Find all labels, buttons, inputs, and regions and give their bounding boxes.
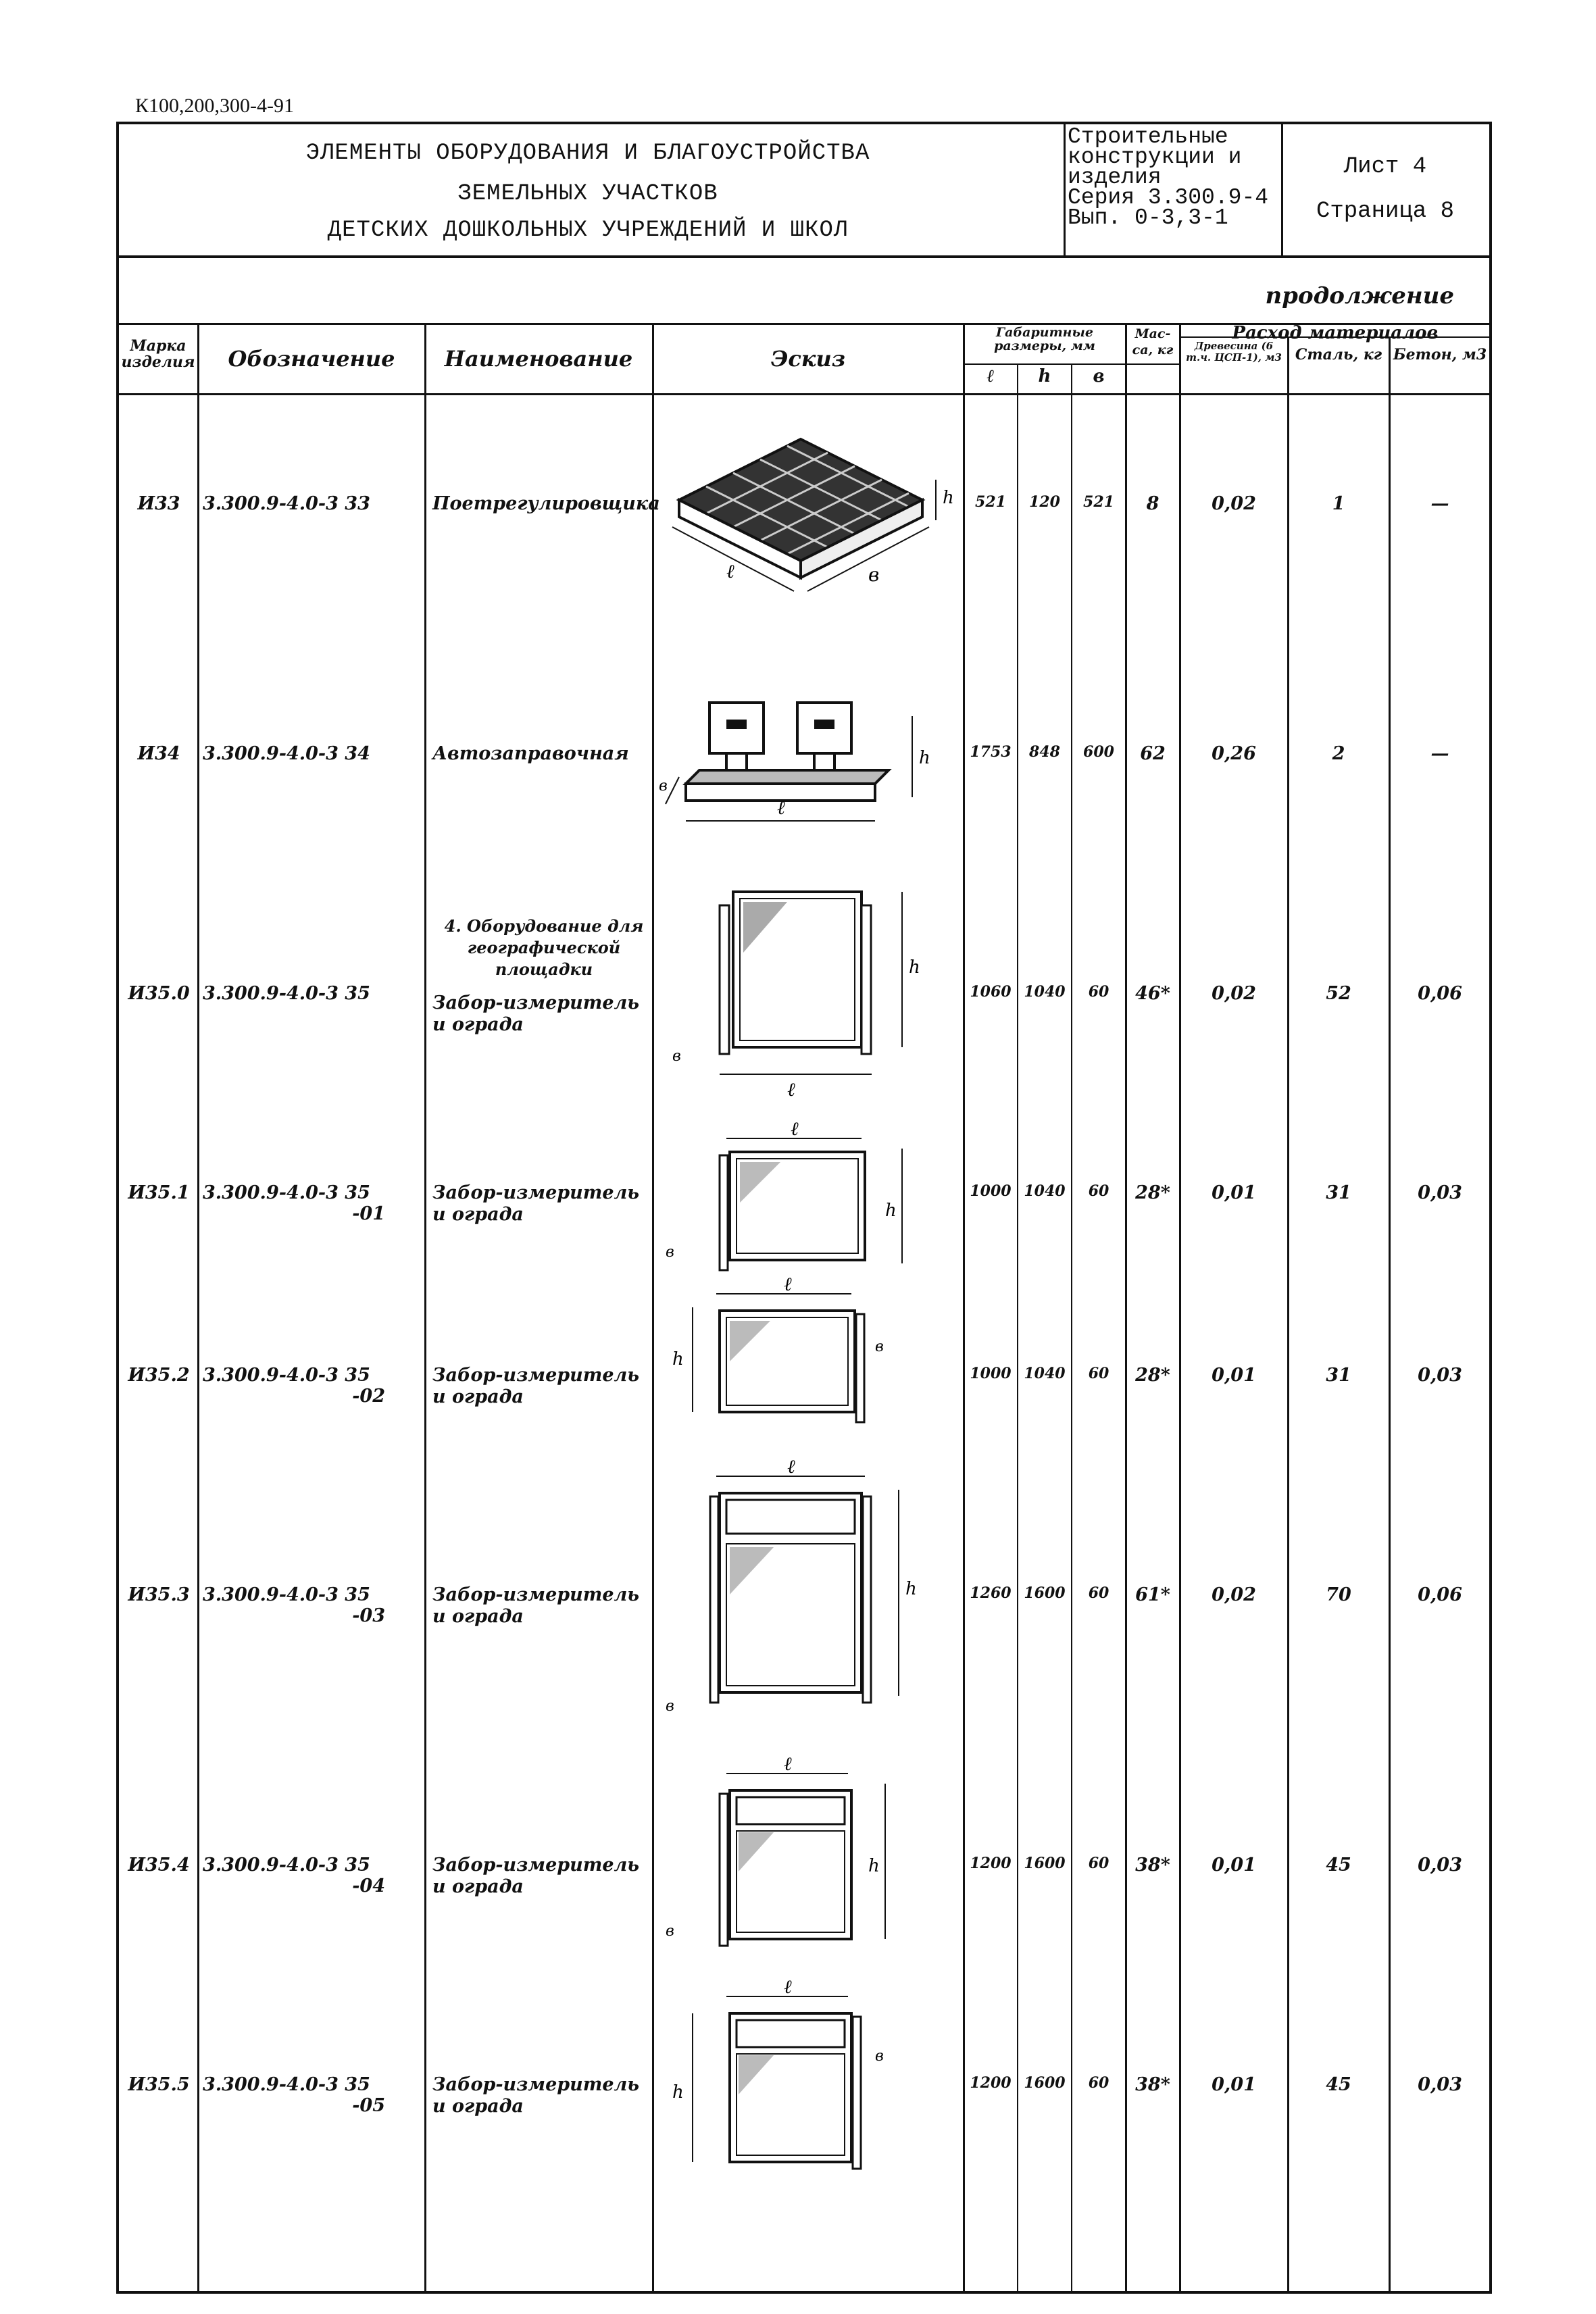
row-concrete: —	[1430, 493, 1449, 514]
row-designation	[203, 493, 385, 514]
row-l: 1753	[970, 743, 1012, 761]
row-mass: 46*	[1135, 983, 1170, 1004]
svg-text:ℓ: ℓ	[726, 560, 734, 582]
sketch-fence-35-2	[652, 1277, 956, 1432]
svg-text:h: h	[868, 1856, 880, 1876]
row-designation	[203, 1365, 385, 1407]
sketch-fence-35-3	[652, 1459, 956, 1716]
row-b: 60	[1088, 1584, 1109, 1602]
svg-text:ℓ: ℓ	[784, 1277, 792, 1295]
row-name	[432, 1855, 655, 1898]
col-line-6	[1071, 363, 1072, 2292]
row-mass: 38*	[1135, 1855, 1170, 1876]
row-b: 60	[1088, 1182, 1109, 1200]
header-bottom	[116, 255, 1492, 258]
row-name	[432, 1365, 655, 1408]
row-wood: 0,02	[1212, 983, 1256, 1004]
name-line: и ограда	[432, 1386, 524, 1407]
svg-text:в: в	[875, 2048, 884, 2065]
row-h: 1040	[1024, 983, 1066, 1001]
row-b: 600	[1083, 743, 1114, 761]
svg-text:в: в	[666, 1698, 674, 1715]
row-name	[432, 915, 655, 1036]
row-steel: 52	[1326, 983, 1351, 1004]
row-h: 1600	[1024, 2074, 1066, 2092]
sketch-fence-35-5	[652, 1980, 956, 2175]
name-line: Забор-измеритель	[432, 1365, 640, 1386]
row-concrete: 0,06	[1418, 1584, 1462, 1605]
row-l: 1060	[970, 983, 1012, 1001]
row-mass: 28*	[1135, 1182, 1170, 1203]
header-materials: Расход материалов	[1232, 323, 1439, 343]
name-line: и ограда	[432, 1876, 524, 1897]
svg-text:h: h	[905, 1579, 917, 1599]
row-mass: 62	[1140, 743, 1166, 764]
row-concrete: 0,03	[1418, 1182, 1462, 1203]
sheet-number: Лист 4	[1343, 154, 1427, 180]
frame-bottom	[116, 2291, 1492, 2294]
row-h: 1600	[1024, 1584, 1066, 1602]
row-wood: 0,01	[1212, 1182, 1256, 1203]
col-line-9	[1287, 336, 1289, 2292]
svg-text:h: h	[672, 1349, 684, 1369]
row-b: 60	[1088, 1365, 1109, 1382]
name-line: и ограда	[432, 1204, 524, 1225]
row-wood: 0,26	[1212, 743, 1256, 764]
col-line-4	[963, 323, 965, 2292]
row-mark: И35.1	[128, 1182, 190, 1203]
name-line: и ограда	[432, 1606, 524, 1627]
name-line: Забор-измеритель	[432, 1584, 640, 1605]
row-concrete: 0,03	[1418, 1855, 1462, 1876]
name-line: и ограда	[432, 1014, 524, 1035]
row-mark: И35.3	[128, 1584, 190, 1605]
row-steel: 31	[1326, 1365, 1351, 1386]
document-code: К100,200,300-4-91	[135, 95, 294, 117]
svg-text:в: в	[672, 1048, 681, 1065]
row-designation	[203, 1855, 385, 1896]
designation-code: 3.300.9-4.0-3 35	[203, 1584, 370, 1605]
frame-left	[116, 122, 119, 2294]
row-name	[432, 743, 655, 765]
name-line: Забор-измеритель	[432, 1182, 640, 1203]
row-designation	[203, 1182, 385, 1224]
sketch-fence-35-1	[652, 1122, 956, 1284]
row-l: 1260	[970, 1584, 1012, 1602]
row-mark: И35.5	[128, 2074, 190, 2095]
row-h: 1040	[1024, 1182, 1066, 1200]
header-wood: Древесина (6 т.ч. ЦСП-1), м3	[1186, 340, 1282, 363]
name-line: площадки	[495, 959, 593, 979]
svg-text:ℓ: ℓ	[787, 1078, 795, 1101]
header-mark: Марка изделия	[121, 337, 195, 371]
designation-suffix: -04	[352, 1876, 385, 1896]
row-name	[432, 1182, 655, 1226]
svg-text:h: h	[672, 2082, 684, 2103]
row-l: 1000	[970, 1182, 1012, 1200]
header-name: Наименование	[444, 346, 633, 372]
header-dim-h: h	[1038, 366, 1051, 386]
col-line-2	[424, 323, 426, 2292]
row-l: 1000	[970, 1365, 1012, 1382]
header-title-line-2: ЗЕМЕЛЬНЫХ УЧАСТКОВ	[457, 181, 718, 207]
svg-text:ℓ: ℓ	[784, 1757, 792, 1775]
designation-code: 3.300.9-4.0-3 35	[203, 2074, 370, 2095]
header-concrete: Бетон, м3	[1393, 346, 1487, 363]
designation-code: 3.300.9-4.0-3 35	[203, 1855, 370, 1876]
row-h: 848	[1029, 743, 1060, 761]
svg-text:в: в	[875, 1338, 884, 1355]
name-line: Забор-измеритель	[432, 1855, 640, 1876]
row-mass: 8	[1146, 493, 1159, 514]
row-designation	[203, 1584, 385, 1626]
svg-text:в: в	[666, 1923, 674, 1940]
svg-text:в: в	[659, 778, 668, 795]
series-line-2: конструкции и	[1068, 145, 1242, 170]
frame-right	[1489, 122, 1492, 2294]
series-line-3: изделия	[1068, 165, 1162, 190]
row-l: 1200	[970, 2074, 1012, 2092]
svg-text:ℓ: ℓ	[784, 1980, 792, 1998]
series-line-4: Серия 3.300.9-4	[1068, 185, 1269, 210]
name-line: 4. Оборудование для	[444, 916, 644, 936]
header-title-line-3: ДЕТСКИХ ДОШКОЛЬНЫХ УЧРЕЖДЕНИЙ И ШКОЛ	[327, 218, 849, 243]
svg-text:h: h	[919, 748, 930, 768]
row-wood: 0,02	[1212, 493, 1256, 514]
row-concrete: 0,06	[1418, 983, 1462, 1004]
svg-text:ℓ: ℓ	[777, 797, 785, 819]
sketch-fence-35-0	[652, 878, 956, 1101]
row-h: 1600	[1024, 1855, 1066, 1872]
col-line-8	[1179, 323, 1181, 2292]
designation-suffix: -03	[352, 1605, 385, 1626]
row-name	[432, 493, 660, 515]
row-mark: И35.0	[128, 983, 190, 1004]
header-dim-b: в	[1093, 366, 1105, 386]
table-header-bottom	[116, 393, 1492, 395]
row-steel: 45	[1326, 2074, 1351, 2095]
row-mark: И35.4	[128, 1855, 190, 1876]
header-sketch: Эскиз	[770, 346, 846, 372]
row-b: 60	[1088, 2074, 1109, 2092]
col-line-5	[1017, 363, 1018, 2292]
svg-text:ℓ: ℓ	[791, 1122, 799, 1140]
svg-text:h: h	[885, 1201, 897, 1221]
series-line-5: Вып. 0-3,3-1	[1068, 205, 1228, 230]
header-steel: Сталь, кг	[1295, 346, 1382, 363]
row-mark: И33	[137, 493, 180, 514]
col-line-10	[1389, 336, 1391, 2292]
row-b: 60	[1088, 983, 1109, 1001]
designation-suffix: -02	[352, 1386, 385, 1407]
name-line: Поетрегулировщика	[432, 493, 660, 514]
name-line: Автозаправочная	[432, 743, 629, 764]
page-number: Страница 8	[1316, 199, 1455, 224]
series-line-1: Строительные	[1068, 124, 1228, 149]
row-name	[432, 1584, 655, 1628]
svg-text:h: h	[943, 488, 954, 508]
name-line: и ограда	[432, 2096, 524, 2117]
row-steel: 45	[1326, 1855, 1351, 1876]
name-line: Забор-измеритель	[432, 2074, 640, 2095]
frame-top	[116, 122, 1492, 124]
row-mark: И34	[137, 743, 180, 764]
sketch-fence-35-4	[652, 1757, 956, 1953]
name-line: Забор-измеритель	[432, 992, 640, 1013]
designation-suffix: -05	[352, 2095, 385, 2116]
continued-label: продолжение	[1265, 282, 1454, 309]
row-concrete: 0,03	[1418, 2074, 1462, 2095]
name-line: географической	[467, 938, 621, 957]
row-l: 521	[975, 493, 1006, 511]
row-wood: 0,01	[1212, 1855, 1256, 1876]
row-designation	[203, 2074, 385, 2116]
sketch-traffic-post	[645, 426, 956, 615]
row-designation	[203, 743, 385, 764]
row-h: 120	[1029, 493, 1060, 511]
row-mass: 38*	[1135, 2074, 1170, 2095]
header-dim-l: ℓ	[987, 366, 995, 386]
row-designation	[203, 983, 385, 1004]
row-l: 1200	[970, 1855, 1012, 1872]
row-name	[432, 2074, 655, 2117]
designation-code: 3.300.9-4.0-3 34	[203, 743, 370, 764]
header-designation: Обозначение	[228, 346, 395, 372]
designation-code: 3.300.9-4.0-3 35	[203, 1182, 370, 1203]
row-concrete: 0,03	[1418, 1365, 1462, 1386]
row-b: 60	[1088, 1855, 1109, 1872]
row-steel: 70	[1326, 1584, 1351, 1605]
sketch-gas-station	[645, 689, 956, 851]
row-mass: 28*	[1135, 1365, 1170, 1386]
row-b: 521	[1083, 493, 1114, 511]
svg-text:в: в	[666, 1244, 674, 1261]
svg-text:ℓ: ℓ	[787, 1459, 795, 1478]
header-dimensions: Габаритные размеры, мм	[994, 325, 1095, 353]
designation-suffix: -01	[352, 1203, 385, 1224]
row-steel: 1	[1332, 493, 1345, 514]
row-mass: 61*	[1135, 1584, 1170, 1605]
row-steel: 2	[1332, 743, 1345, 764]
header-title-line-1: ЭЛЕМЕНТЫ ОБОРУДОВАНИЯ И БЛАГОУСТРОЙСТВА	[305, 141, 870, 166]
row-wood: 0,02	[1212, 1584, 1256, 1605]
row-wood: 0,01	[1212, 2074, 1256, 2095]
col-line-1	[197, 323, 199, 2292]
header-series	[1068, 124, 1284, 230]
designation-code: 3.300.9-4.0-3 35	[203, 983, 370, 1004]
row-concrete: —	[1430, 743, 1449, 764]
header-mass: Мас-са, кг	[1132, 326, 1174, 357]
row-steel: 31	[1326, 1182, 1351, 1203]
row-wood: 0,01	[1212, 1365, 1256, 1386]
col-line-7	[1125, 323, 1127, 2292]
row-h: 1040	[1024, 1365, 1066, 1382]
svg-text:h: h	[909, 957, 920, 978]
row-mark: И35.2	[128, 1365, 190, 1386]
designation-code: 3.300.9-4.0-3 33	[203, 493, 370, 514]
header-divider-1	[1064, 122, 1066, 257]
svg-text:в: в	[868, 563, 880, 586]
designation-code: 3.300.9-4.0-3 35	[203, 1365, 370, 1386]
